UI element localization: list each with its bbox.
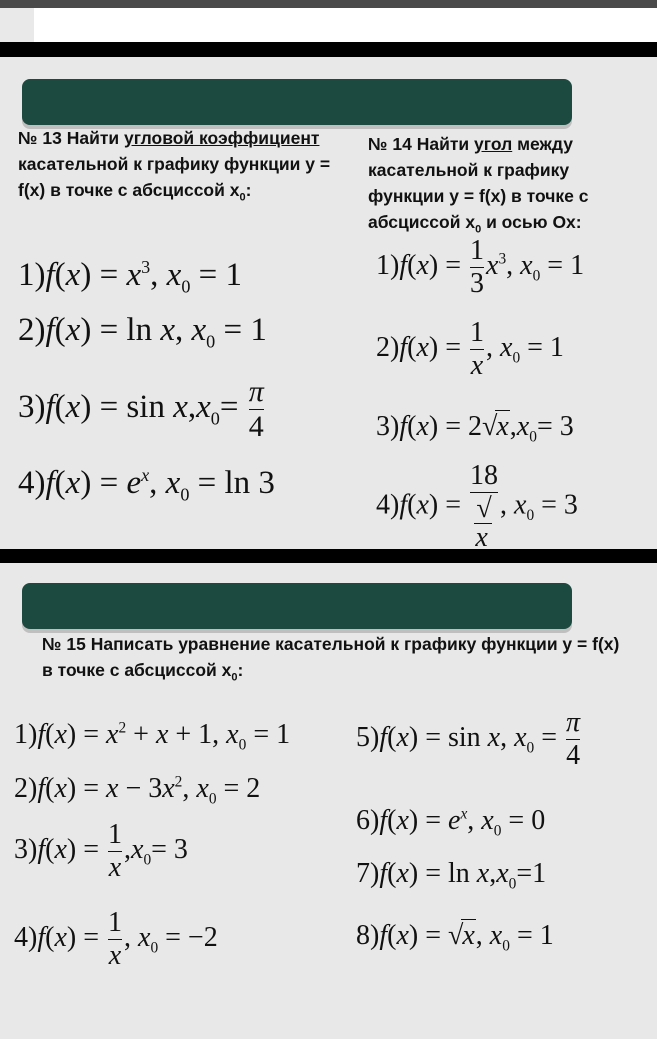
task-13-item-2: 2)f(x) = ln x, $x_0 = 1$ (18, 312, 267, 352)
task-15-item-4: 4)f(x) = $\frac{1}{x}$ , $x_0 = -2$ (14, 907, 218, 971)
task-15-item-3: 3)f(x) = $\frac{1}{x}$ $,x_0= 3$ (14, 819, 188, 883)
task-13-item-3: $3)f(x) = \sin x,x_0=$ $\frac{\pi}{4}$ (18, 375, 264, 443)
task-15-item-8: 8)f(x) = √x, $x_0 = 1$ (356, 920, 554, 955)
task-14-item-2: 2)f(x) = $\frac{1}{x}$ , $x_0 = 1$ (376, 317, 564, 381)
page-top-strip (0, 8, 657, 42)
task-14-title: № 14 Найти угол между касательной к графику функции y = f(x) в точке с абсциссой $x_0$ и осью Ox: (368, 134, 589, 236)
task-15-item-7: $7)f(x) = \ln x,x_0=1$ (356, 858, 547, 893)
task-15-title: № 15 Написать уравнение касательной к графику функции y = f(x) в точке с абсциссой $x_0$: (42, 634, 620, 684)
task-13-title: № 13 Найти угловой коэффициент касательной к графику функции y = f(x) в точке с абсциссой $x_0$: (18, 128, 331, 204)
slide-1-header-band (22, 79, 572, 125)
task-14-item-4: 4)f(x) = 18 √ x , $x_0 = 3$ (376, 460, 578, 553)
task-15-item-6: $6)f(x) = e^x$, $x_0 = 0$ (356, 805, 546, 840)
slide-2 (0, 563, 657, 1039)
task-13-item-4: $4)f(x) = e^x$, $x_0 = \ln 3$ (18, 465, 275, 505)
task-15-item-2: $2)f(x) = x - 3x^2$, $x_0 = 2$ (14, 773, 261, 808)
slide-2-header-band (22, 583, 572, 629)
task-13-item-1: $1)f(x) = x^3$, $x_0 = 1$ (18, 257, 243, 297)
task-14-item-1: 1)f(x) = $\frac{1}{3}$ $x^3$, $x_0 = 1$ (376, 235, 585, 299)
top-bar (0, 0, 657, 8)
task-15-item-1: $1)f(x) = x^2 + x + 1$, $x_0 = 1$ (14, 719, 291, 754)
task-15-item-5: 5)f(x) = sin x, $x_0$ = $\frac{\pi}{4}$ (356, 707, 581, 771)
slide-1 (0, 57, 657, 553)
task-14-item-3: $3)f(x) = 2√x,x_0= 3$ (376, 411, 574, 446)
